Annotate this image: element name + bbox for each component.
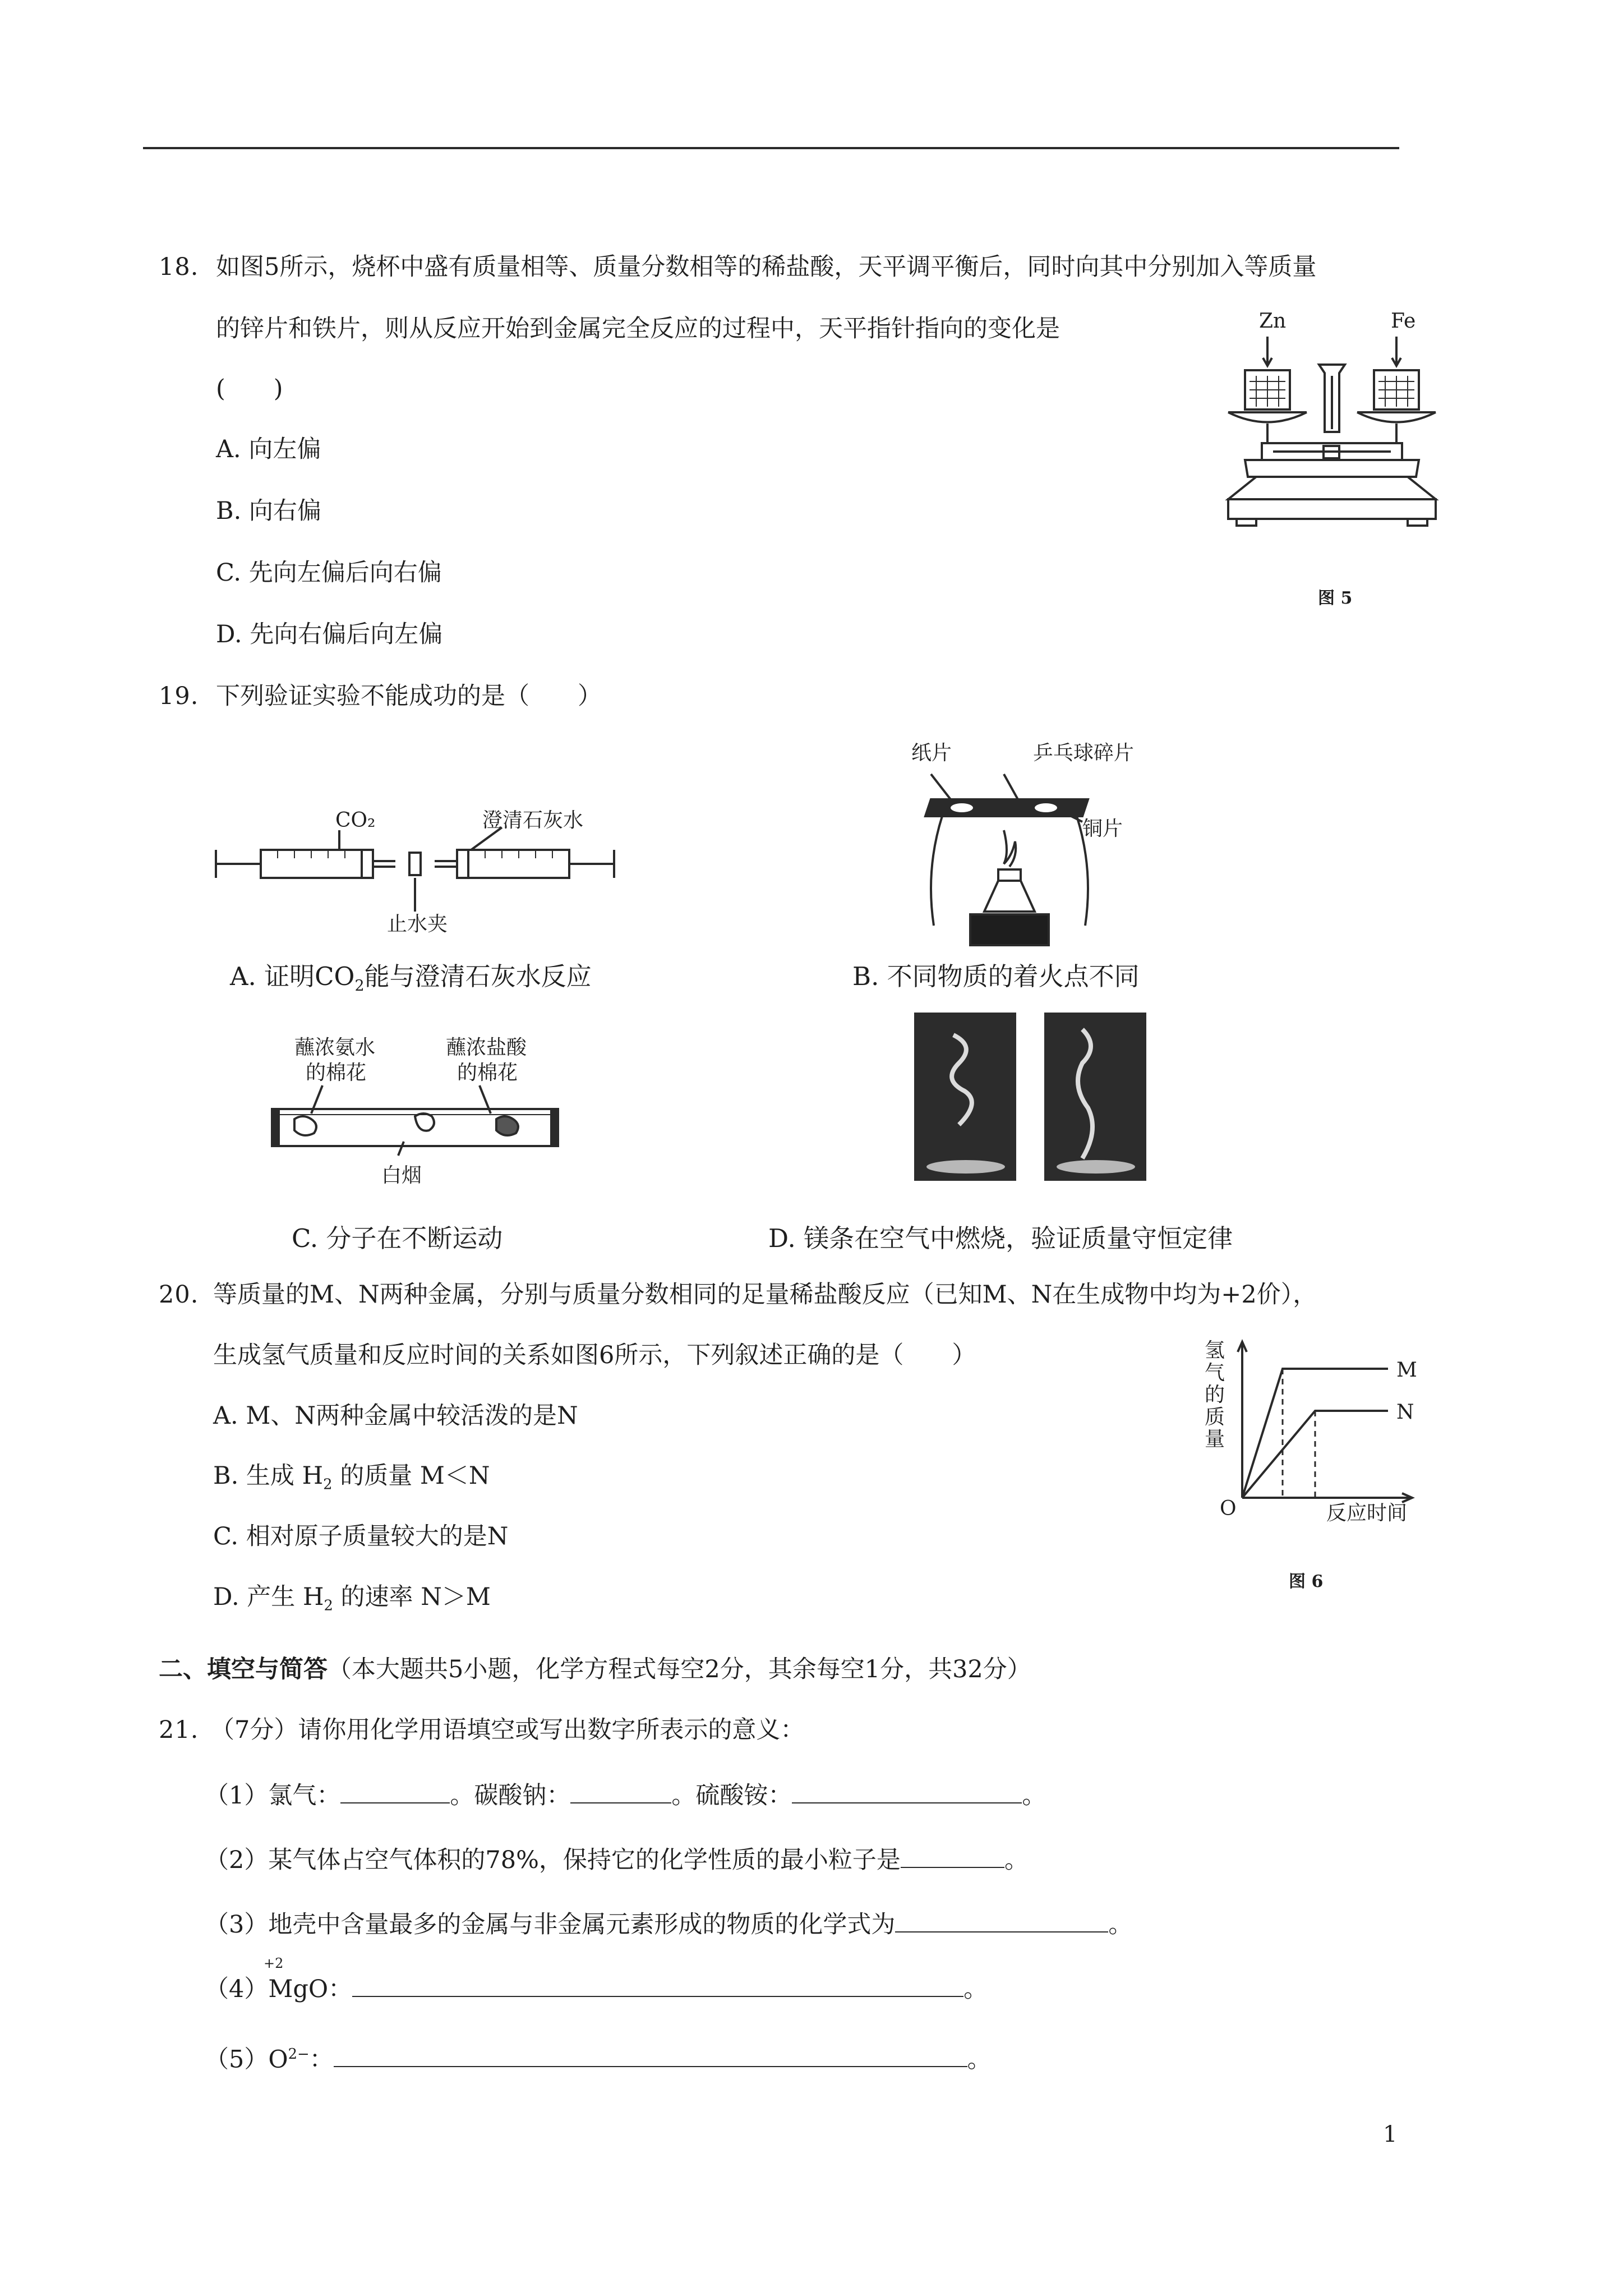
q20-option-b: B. 生成 $H_2$ 的质量 M＜N [213,1462,490,1493]
q21-part1: （1）氯气： 。碳酸钠： 。硫酸铵： 。 [205,1782,1046,1810]
fig-c-ammonia-line2: 的棉花 [306,1061,367,1084]
fig-b-pingpong-label: 乒乓球碎片 [1033,742,1135,765]
fig-a-limewater-label: 澄清石灰水 [482,809,584,832]
q21-part5: $(5)O^{2-}$： 。 [205,2045,992,2074]
fig6-series-m-label: M [1396,1359,1417,1382]
q18-option-c: C. 先向左偏后向右偏 [216,559,442,587]
q21-part4: （4）MgO： 。 [205,1975,988,2003]
q21-blank-ammonium-sulfate[interactable] [792,1797,1022,1803]
q18-option-a: A. 向左偏 [216,435,321,463]
q21-blank-sodium-carbonate[interactable] [570,1797,671,1803]
q21-stem: （7分）请你用化学用语填空或写出数字所表示的意义： [210,1716,805,1744]
q20-stem-line2: 生成氢气质量和反应时间的关系如图6所示，下列叙述正确的是（ ） [213,1341,976,1369]
fig-b-paper-label: 纸片 [911,742,952,765]
q21-blank-smallest-particle[interactable] [901,1861,1004,1868]
q21-blank-mgo-meaning[interactable] [352,1990,963,1997]
q21-number: 21. [159,1716,199,1744]
fig6-graph [1231,1335,1422,1503]
fig5-fe-label: Fe [1391,310,1416,333]
q21-blank-oxide-ion-meaning[interactable] [334,2060,967,2067]
fig5-balance-diagram [1223,331,1430,555]
q21-blank-chlorine[interactable] [340,1797,450,1803]
fig-a-syringe-diagram [210,830,637,903]
q19-caption-d: D. 镁条在空气中燃烧，验证质量守恒定律 [768,1223,1233,1253]
fig-d-burning-illustration [914,1013,1150,1181]
fig6-xlabel: 反应时间 [1326,1502,1408,1525]
q21-part2: （2）某气体占空气体积的78%，保持它的化学性质的最小粒子是 。 [205,1846,1029,1874]
q21-blank-formula[interactable] [895,1926,1108,1932]
q18-answer-paren: ( ) [216,375,283,403]
page-number: 1 [1383,2122,1398,2147]
q21-part4-charge: +2 [264,1955,284,1971]
fig6-series-n-label: N [1396,1401,1414,1424]
fig-c-hcl-line1: 蘸浓盐酸 [446,1036,527,1059]
fig5-caption: 图 5 [1318,588,1353,608]
fig-c-smoke-label: 白烟 [381,1164,422,1187]
fig-c-hcl-line2: 的棉花 [457,1061,518,1084]
header-rule [143,147,1399,149]
q18-stem-line1: 如图5所示，烧杯中盛有质量相等、质量分数相等的稀盐酸，天平调平衡后，同时向其中分别加入等质量 [216,253,1317,281]
fig5-zn-label: Zn [1259,310,1287,333]
q21-part3: （3）地壳中含量最多的金属与非金属元素形成的物质的化学式为 。 [205,1911,1133,1939]
q18-stem-line2: 的锌片和铁片，则从反应开始到金属完全反应的过程中，天平指针指向的变化是 [216,315,1060,343]
q19-number: 19. [159,682,199,710]
q19-caption-b: B. 不同物质的着火点不同 [852,961,1140,991]
q20-option-c: C. 相对原子质量较大的是N [213,1522,509,1550]
q18-number: 18. [159,253,199,281]
q18-option-b: B. 向右偏 [216,497,321,525]
q20-stem-line1: 等质量的M、N两种金属，分别与质量分数相同的足量稀盐酸反应（已知M、N在生成物中均为+2价）， [213,1281,1317,1309]
q20-option-a: A. M、N两种金属中较活泼的是N [213,1402,578,1430]
fig-b-copper-label: 铜片 [1082,817,1123,840]
q20-number: 20. [159,1281,199,1309]
q19-caption-a: A. 证明$CO_2$能与澄清石灰水反应 [230,961,592,995]
q20-option-d: D. 产生 $H_2$ 的速率 N＞M [213,1583,491,1614]
fig-a-co2-label: CO₂ [335,809,376,832]
fig6-ylabel: 氢 气 的 质 量 [1205,1339,1225,1451]
fig6-origin-label: O [1220,1497,1237,1520]
fig-a-clamp-label: 止水夹 [387,913,448,936]
q19-stem: 下列验证实验不能成功的是（ ） [216,682,602,710]
q18-option-d: D. 先向右偏后向左偏 [216,620,443,648]
q19-caption-c: C. 分子在不断运动 [292,1223,503,1253]
section2-heading: 二、填空与简答（本大题共5小题，化学方程式每空2分，其余每空1分，共32分） [159,1655,1031,1683]
fig-b-ignition-diagram [920,769,1105,948]
fig-c-tube-diagram [272,1085,569,1170]
fig6-caption: 图 6 [1289,1572,1324,1591]
fig-c-ammonia-line1: 蘸浓氨水 [294,1036,376,1059]
